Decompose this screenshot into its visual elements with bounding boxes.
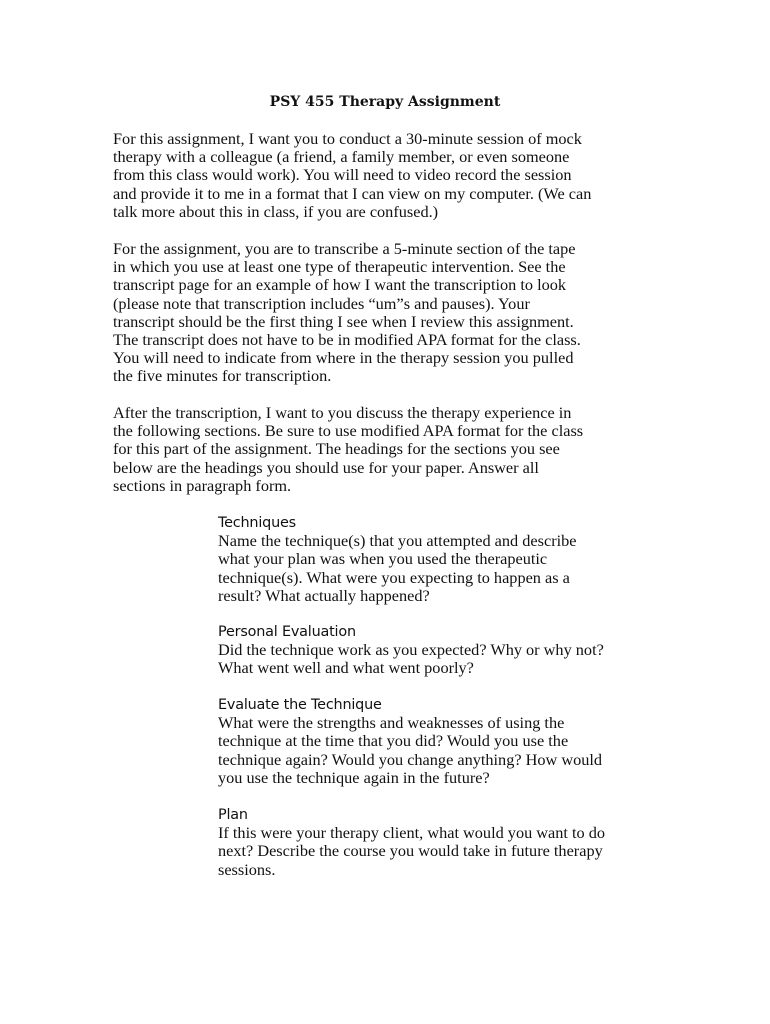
section-line: Did the technique work as you expected? Why or why not?	[218, 640, 604, 660]
section-line: technique(s). What were you expecting to happen as a	[218, 567, 570, 587]
paragraph-line: therapy with a colleague (a friend, a family member, or even someone	[113, 147, 570, 167]
paragraph-line: in which you use at least one type of therapeutic intervention. See the	[113, 257, 566, 277]
paragraph-line: The transcript does not have to be in modified APA format for the class.	[113, 330, 581, 350]
paragraph-transcription	[113, 240, 658, 386]
paragraph-line: You will need to indicate from where in the therapy session you pulled	[113, 348, 574, 368]
document-title: PSY 455 Therapy Assignment	[269, 94, 501, 110]
paragraph-line: (please note that transcription includes “um”s and pauses). Your	[113, 293, 530, 313]
section-personal-evaluation	[218, 623, 668, 678]
paragraph-line: below are the headings you should use for your paper. Answer all	[113, 457, 539, 477]
section-heading: Plan	[218, 807, 248, 823]
section-line: next? Describe the course you would take in future therapy	[218, 841, 603, 861]
paragraph-line: talk more about this in class, if you are confused.)	[113, 201, 439, 221]
paragraph-line: and provide it to me in a format that I can view on my computer. (We can	[113, 183, 592, 203]
paragraph-line: for this part of the assignment. The headings for the sections you see	[113, 439, 560, 459]
section-line: technique again? Would you change anything? How would	[218, 749, 603, 769]
paragraph-line: For this assignment, I want you to conduct a 30-minute session of mock	[113, 129, 582, 148]
section-heading: Evaluate the Technique	[218, 697, 382, 713]
section-heading: Techniques	[218, 515, 296, 531]
section-line: What went well and what went poorly?	[218, 658, 474, 678]
paragraph-discussion	[113, 404, 658, 495]
paragraph-intro	[113, 130, 658, 221]
section-line: what your plan was when you used the therapeutic	[218, 549, 548, 569]
paragraph-line: the following sections. Be sure to use modified APA format for the class	[113, 421, 584, 441]
section-line: you use the technique again in the future?	[218, 767, 490, 787]
paragraph-line: the five minutes for transcription.	[113, 366, 332, 386]
section-techniques	[218, 514, 668, 605]
paragraph-line: from this class would work). You will need to video record the session	[113, 165, 572, 185]
section-line: sessions.	[218, 859, 276, 879]
paragraph-line: For the assignment, you are to transcribe a 5-minute section of the tape	[113, 239, 576, 258]
section-plan	[218, 806, 668, 879]
paragraph-line: After the transcription, I want to you discuss the therapy experience in	[113, 403, 572, 422]
paragraph-line: sections in paragraph form.	[113, 475, 292, 495]
section-line: result? What actually happened?	[218, 585, 430, 605]
section-line: What were the strengths and weaknesses of using the	[218, 713, 565, 733]
paragraph-line: transcript should be the first thing I see when I review this assignment.	[113, 311, 574, 331]
section-line: If this were your therapy client, what would you want to do	[218, 823, 606, 843]
section-line: Name the technique(s) that you attempted and describe	[218, 531, 577, 551]
section-line: technique at the time that you did? Would you use the	[218, 731, 569, 751]
section-evaluate-technique	[218, 696, 668, 787]
section-heading: Personal Evaluation	[218, 624, 356, 640]
paragraph-line: transcript page for an example of how I want the transcription to look	[113, 275, 567, 295]
